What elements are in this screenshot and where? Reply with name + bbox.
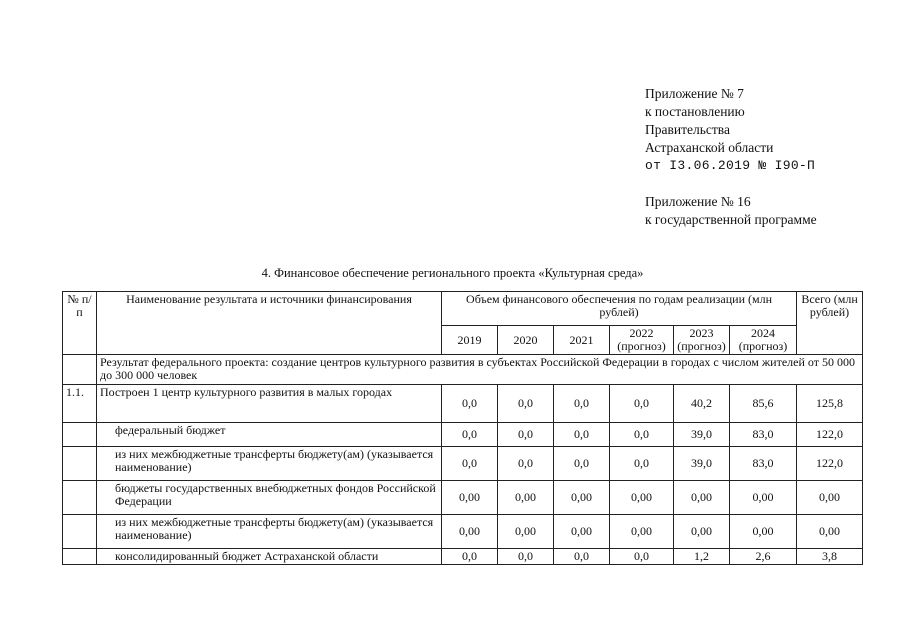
region-label: Астраханской области bbox=[645, 140, 774, 155]
value-cell: 39,0 bbox=[674, 447, 730, 481]
year-2023: 2023 (прогноз) bbox=[674, 326, 730, 355]
value-cell: 0,0 bbox=[498, 423, 554, 447]
header-volume: Объем финансового обеспечения по годам реализации (млн рублей) bbox=[442, 292, 797, 326]
value-cell: 0,00 bbox=[554, 515, 610, 549]
value-cell: 0,00 bbox=[554, 481, 610, 515]
value-cell: 83,0 bbox=[730, 423, 797, 447]
total-cell: 122,0 bbox=[797, 423, 863, 447]
regional-budget-row bbox=[63, 549, 863, 565]
row-name: бюджеты государственных внебюджетных фондов Российской Федерации bbox=[97, 481, 442, 515]
total-cell: 3,8 bbox=[797, 549, 863, 565]
row-name: из них межбюджетные трансферты бюджету(ам) (указывается наименование) bbox=[97, 515, 442, 549]
value-cell: 0,00 bbox=[730, 481, 797, 515]
federal-budget-row bbox=[63, 423, 863, 447]
value-cell: 1,2 bbox=[674, 549, 730, 565]
row-number bbox=[63, 423, 97, 447]
resolution-date-number: от I3.06.2019 № I90-П bbox=[645, 158, 816, 173]
value-cell: 0,00 bbox=[674, 481, 730, 515]
value-cell: 0,00 bbox=[674, 515, 730, 549]
value-cell: 0,0 bbox=[554, 447, 610, 481]
row-number bbox=[63, 447, 97, 481]
value-cell: 0,00 bbox=[498, 481, 554, 515]
value-cell: 0,00 bbox=[730, 515, 797, 549]
value-cell: 2,6 bbox=[730, 549, 797, 565]
value-cell: 0,0 bbox=[554, 423, 610, 447]
year-2019: 2019 bbox=[442, 326, 498, 355]
value-cell: 83,0 bbox=[730, 447, 797, 481]
value-cell: 0,0 bbox=[442, 549, 498, 565]
header-name: Наименование результата и источники финансирования bbox=[97, 292, 442, 355]
value-cell: 0,0 bbox=[554, 549, 610, 565]
row-number bbox=[63, 515, 97, 549]
financing-table bbox=[62, 291, 863, 565]
row-name: федеральный бюджет bbox=[97, 423, 442, 447]
value-cell: 0,0 bbox=[554, 385, 610, 423]
document-title: 4. Финансовое обеспечение регионального проекта «Культурная среда» bbox=[261, 266, 644, 280]
section-result-row: Результат федерального проекта: создание центров культурного развития в субъектах Российской Федерации в городах с числом жителей от 50 000 до 300 000 человек bbox=[97, 355, 863, 385]
value-cell: 85,6 bbox=[730, 385, 797, 423]
section-no-cell bbox=[63, 355, 97, 385]
value-cell: 0,0 bbox=[610, 423, 674, 447]
total-cell: 125,8 bbox=[797, 385, 863, 423]
government-label: Правительства bbox=[645, 122, 730, 137]
row-number bbox=[63, 481, 97, 515]
year-2022: 2022 (прогноз) bbox=[610, 326, 674, 355]
header-no: № п/п bbox=[63, 292, 97, 355]
value-cell: 0,00 bbox=[610, 481, 674, 515]
table-body bbox=[63, 355, 863, 565]
value-cell: 0,00 bbox=[442, 481, 498, 515]
value-cell: 39,0 bbox=[674, 423, 730, 447]
row-name: консолидированный бюджет Астраханской области bbox=[97, 549, 442, 565]
federal-transfers-row bbox=[63, 447, 863, 481]
result-1-1-row bbox=[63, 385, 863, 423]
row-name: Построен 1 центр культурного развития в малых городах bbox=[97, 385, 442, 423]
value-cell: 0,0 bbox=[498, 549, 554, 565]
header-total: Всего (млн рублей) bbox=[797, 292, 863, 355]
row-number: 1.1. bbox=[63, 385, 97, 423]
total-cell: 122,0 bbox=[797, 447, 863, 481]
row-number bbox=[63, 549, 97, 565]
value-cell: 0,0 bbox=[610, 447, 674, 481]
row-name: из них межбюджетные трансферты бюджету(ам) (указывается наименование) bbox=[97, 447, 442, 481]
appendix-header bbox=[645, 85, 817, 229]
value-cell: 40,2 bbox=[674, 385, 730, 423]
value-cell: 0,0 bbox=[498, 447, 554, 481]
total-cell: 0,00 bbox=[797, 515, 863, 549]
appendix-16-label: Приложение № 16 bbox=[645, 194, 751, 209]
value-cell: 0,0 bbox=[442, 423, 498, 447]
value-cell: 0,00 bbox=[498, 515, 554, 549]
total-cell: 0,00 bbox=[797, 481, 863, 515]
value-cell: 0,00 bbox=[442, 515, 498, 549]
year-2020: 2020 bbox=[498, 326, 554, 355]
extrabudget-funds-row bbox=[63, 481, 863, 515]
year-2021: 2021 bbox=[554, 326, 610, 355]
year-2024: 2024 (прогноз) bbox=[730, 326, 797, 355]
to-resolution-label: к постановлению bbox=[645, 104, 745, 119]
value-cell: 0,0 bbox=[498, 385, 554, 423]
extrabudget-transfers-row bbox=[63, 515, 863, 549]
value-cell: 0,0 bbox=[442, 385, 498, 423]
value-cell: 0,00 bbox=[610, 515, 674, 549]
value-cell: 0,0 bbox=[442, 447, 498, 481]
value-cell: 0,0 bbox=[610, 385, 674, 423]
to-program-label: к государственной программе bbox=[645, 212, 817, 227]
appendix-7-label: Приложение № 7 bbox=[645, 86, 744, 101]
value-cell: 0,0 bbox=[610, 549, 674, 565]
